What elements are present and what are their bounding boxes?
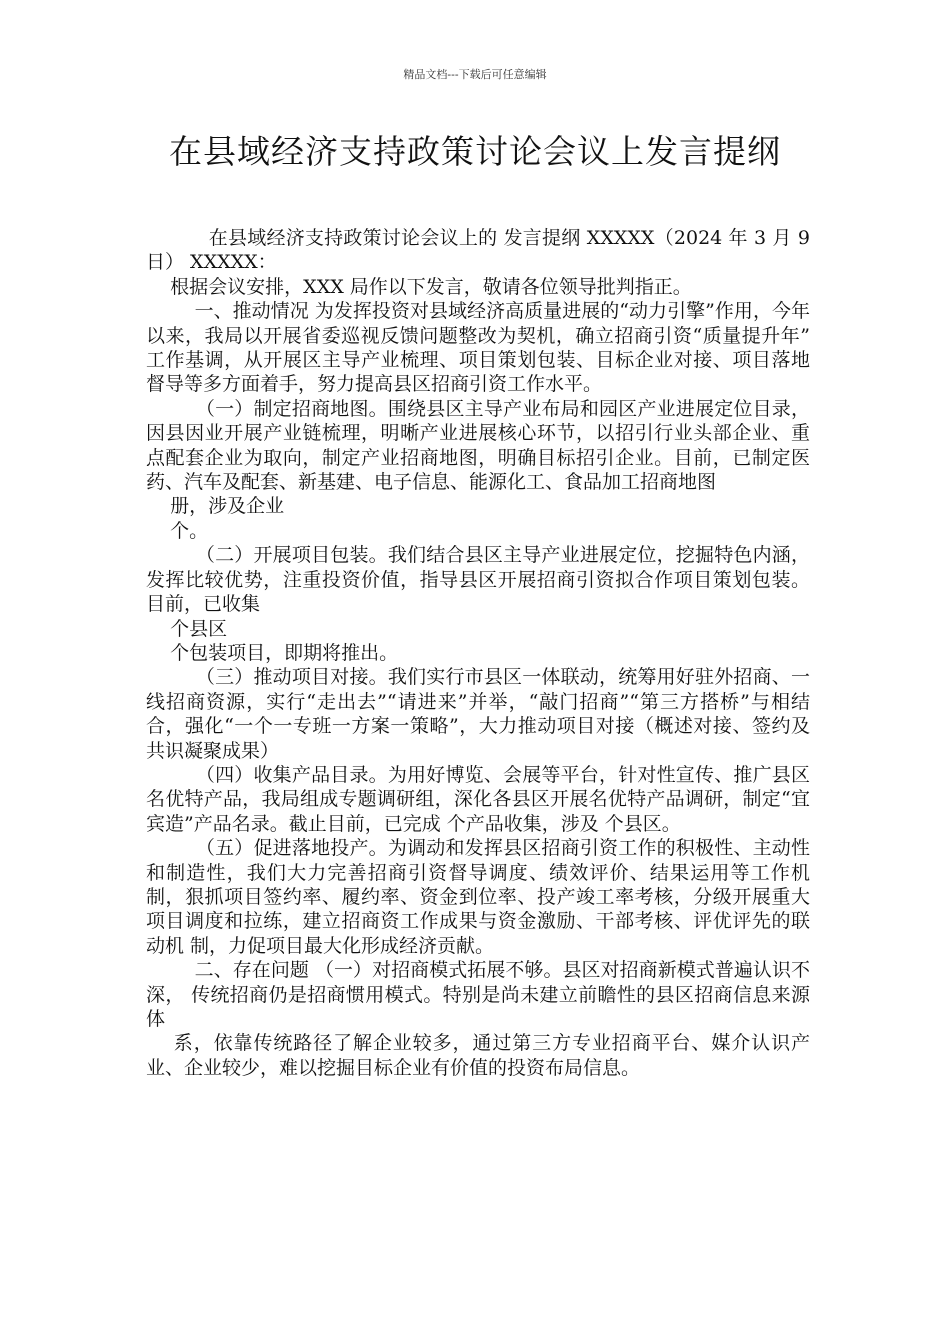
paragraph: （二）开展项目包装。我们结合县区主导产业进展定位，挖掘特色内涵，发挥比较优势，注重投资价值，指导县区开展招商引资拟合作项目策划包装。目前，已收集 bbox=[146, 544, 810, 616]
paragraph: 册，涉及企业 bbox=[146, 495, 285, 518]
paragraph: （五）促进落地投产。为调动和发挥县区招商引资工作的积极性、主动性和制造性，我们大力完善招商引资督导调度、绩效评价、结果运用等工作机制，狠抓项目签约率、履约率、资金到位率、投产竣工率考核，分级开展重大项目调度和拉练，建立招商资工作成果与资金激励、干部考核、评优评先的联动机 制，力促项目最大化形成经济贡献。 bbox=[146, 837, 810, 957]
paragraph: 一、推动情况 为发挥投资对县域经济高质量进展的“动力引擎”作用，今年以来，我局以开展省委巡视反馈问题整改为契机，确立招商引资“质量提升年” 工作基调，从开展区主导产业梳理、项目策划包装、目标企业对接、项目落地督导等多方面着手，努力提高县区招商引资工作水平。 bbox=[146, 300, 817, 396]
paragraph: 根据会议安排，XXX 局作以下发言，敬请各位领导批判指正。 bbox=[146, 275, 692, 298]
document-body bbox=[146, 226, 817, 1080]
paragraph: 个。 bbox=[146, 519, 209, 542]
paragraph: （三）推动项目对接。我们实行市县区一体联动，统筹用好驻外招商、一线招商资源，实行“走出去”“请进来”并举，“敲门招商”“第三方搭桥”与相结合，强化“一个一专班一方案一策略”，大力推动项目对接（概述对接、签约及共识凝聚成果） bbox=[146, 666, 810, 762]
paragraph: 系，依靠传统路径了解企业较多，通过第三方专业招商平台、媒介认识产业、企业较少，难以挖掘目标企业有价值的投资布局信息。 bbox=[146, 1032, 810, 1079]
paragraph: （四）收集产品目录。为用好博览、会展等平台，针对性宣传、推广县区名优特产品，我局组成专题调研组，深化各县区开展名优特产品调研，制定“宜宾造”产品名录。截止目前，已完成 个产品收集，涉及 个县区。 bbox=[146, 763, 810, 835]
paragraph: 个包装项目，即期将推出。 bbox=[146, 641, 399, 664]
page-header: 精品文档---下载后可任意编辑 bbox=[403, 68, 547, 81]
document-title: 在县域经济支持政策讨论会议上发言提纲 bbox=[169, 132, 781, 171]
paragraph: 二、存在问题 （一）对招商模式拓展不够。县区对招商新模式普遍认识不深， 传统招商仍是招商惯用模式。特别是尚未建立前瞻性的县区招商信息来源体 bbox=[146, 959, 810, 1030]
paragraph: （一）制定招商地图。围绕县区主导产业布局和园区产业进展定位目录，因县因业开展产业链梳理，明晰产业进展核心环节，以招引行业头部企业、重点配套企业为取向，制定产业招商地图，明确目标招引企业。目前，已制定医药、汽车及配套、新基建、电子信息、能源化工、食品加工招商地图 bbox=[146, 397, 810, 494]
paragraph: 个县区 bbox=[146, 617, 228, 640]
paragraph: 在县域经济支持政策讨论会议上的 发言提纲 XXXXX（2024 年 3 月 9 日） XXXXX： bbox=[146, 227, 817, 274]
